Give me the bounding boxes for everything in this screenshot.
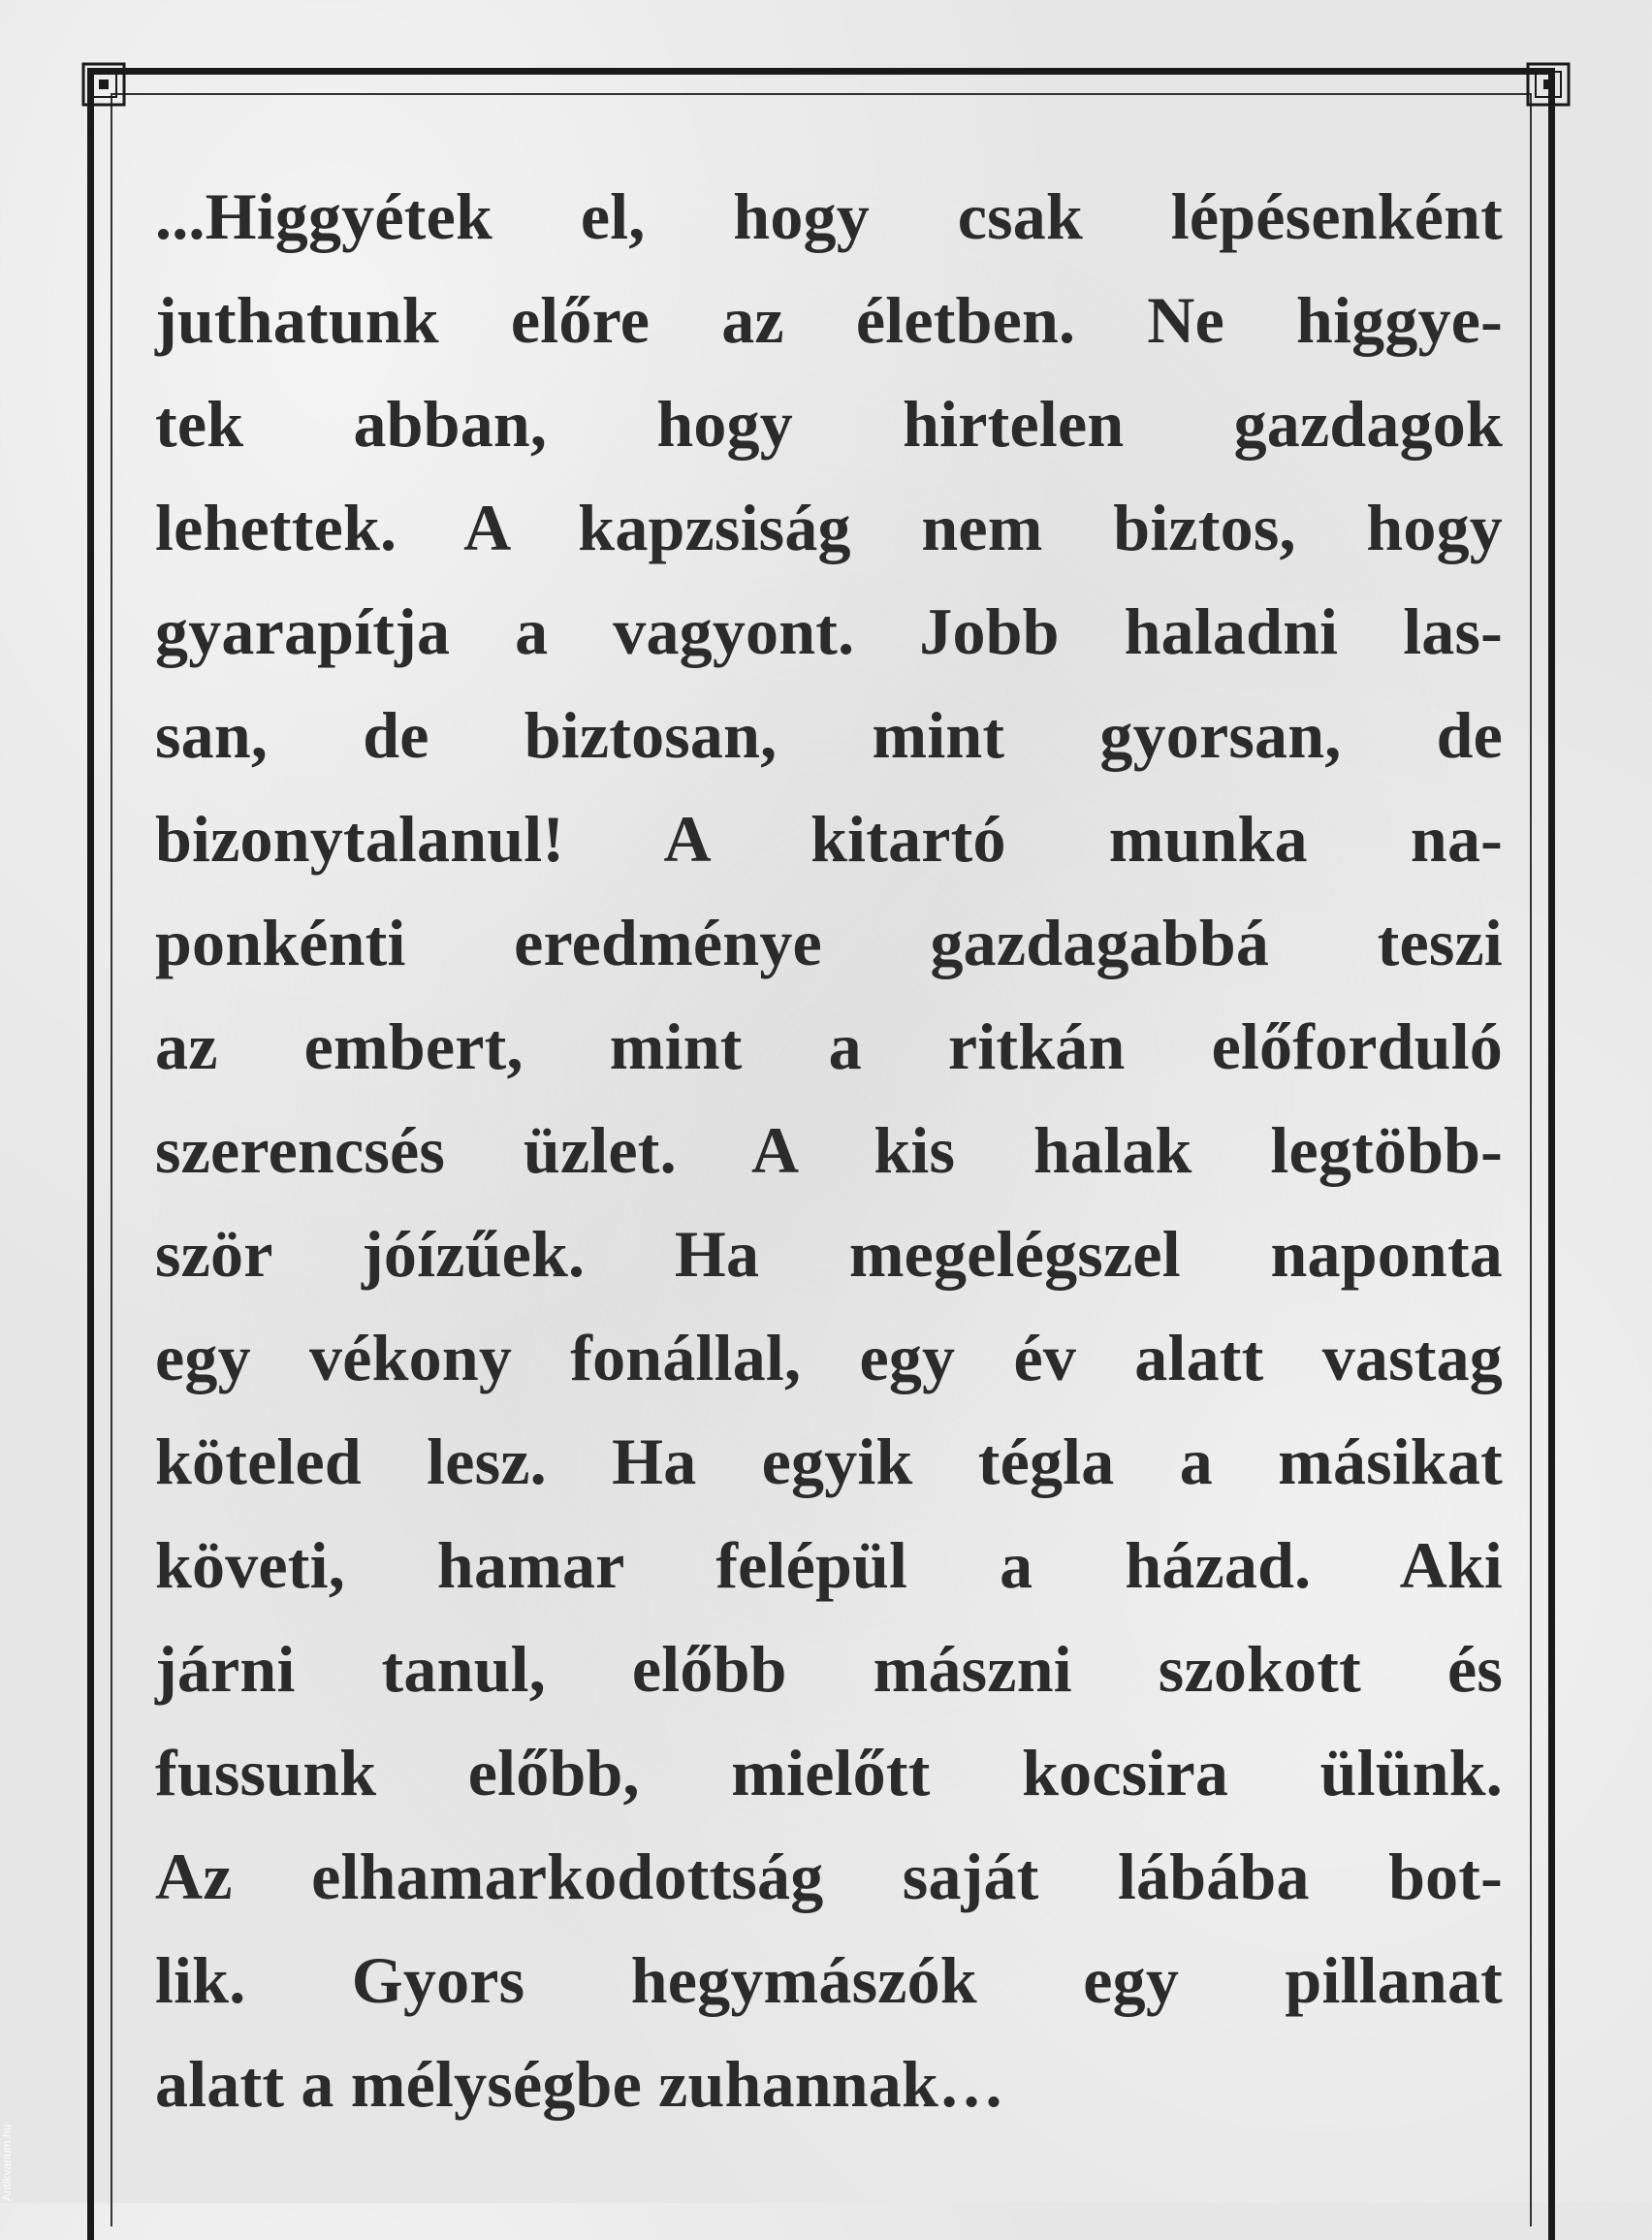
text-line: lehettek. A kapzsiság nem biztos, hogy — [155, 491, 1503, 564]
text-line: san, de biztosan, mint gyorsan, de — [155, 698, 1503, 772]
text-line: lik. Gyors hegymászók egy pillanat — [155, 1943, 1503, 2017]
text-line: juthatunk előre az életben. Ne higgye- — [155, 283, 1503, 357]
quote-text — [155, 165, 1503, 2136]
text-line: járni tanul, előbb mászni szokott és — [155, 1632, 1503, 1706]
frame-corner-ornament-icon — [81, 62, 126, 107]
text-line: szerencsés üzlet. A kis halak legtöbb- — [155, 1113, 1503, 1187]
frame-corner-ornament-icon — [1526, 62, 1571, 107]
text-line: alatt a mélységbe zuhannak… — [155, 2047, 1005, 2121]
text-line: ször jóízűek. Ha megelégszel naponta — [155, 1217, 1503, 1291]
text-line: fussunk előbb, mielőtt kocsira ülünk. — [155, 1736, 1503, 1809]
text-line: bizonytalanul! A kitartó munka na- — [155, 802, 1503, 876]
text-line: Az elhamarkodottság saját lábába bot- — [155, 1840, 1503, 1913]
text-line: köteled lesz. Ha egyik tégla a másikat — [155, 1424, 1503, 1498]
text-line: ponkénti eredménye gazdagabbá teszi — [155, 906, 1503, 979]
text-line: ...Higgyétek el, hogy csak lépésenként — [155, 179, 1503, 253]
text-line: követi, hamar felépül a házad. Aki — [155, 1528, 1503, 1602]
text-line: gyarapítja a vagyont. Jobb haladni las- — [155, 594, 1503, 668]
text-line: az embert, mint a ritkán előforduló — [155, 1009, 1503, 1083]
text-line: egy vékony fonállal, egy év alatt vastag — [155, 1321, 1503, 1394]
text-line: tek abban, hogy hirtelen gazdagok — [155, 387, 1503, 461]
watermark: Antikvarium.hu — [0, 2124, 14, 2201]
